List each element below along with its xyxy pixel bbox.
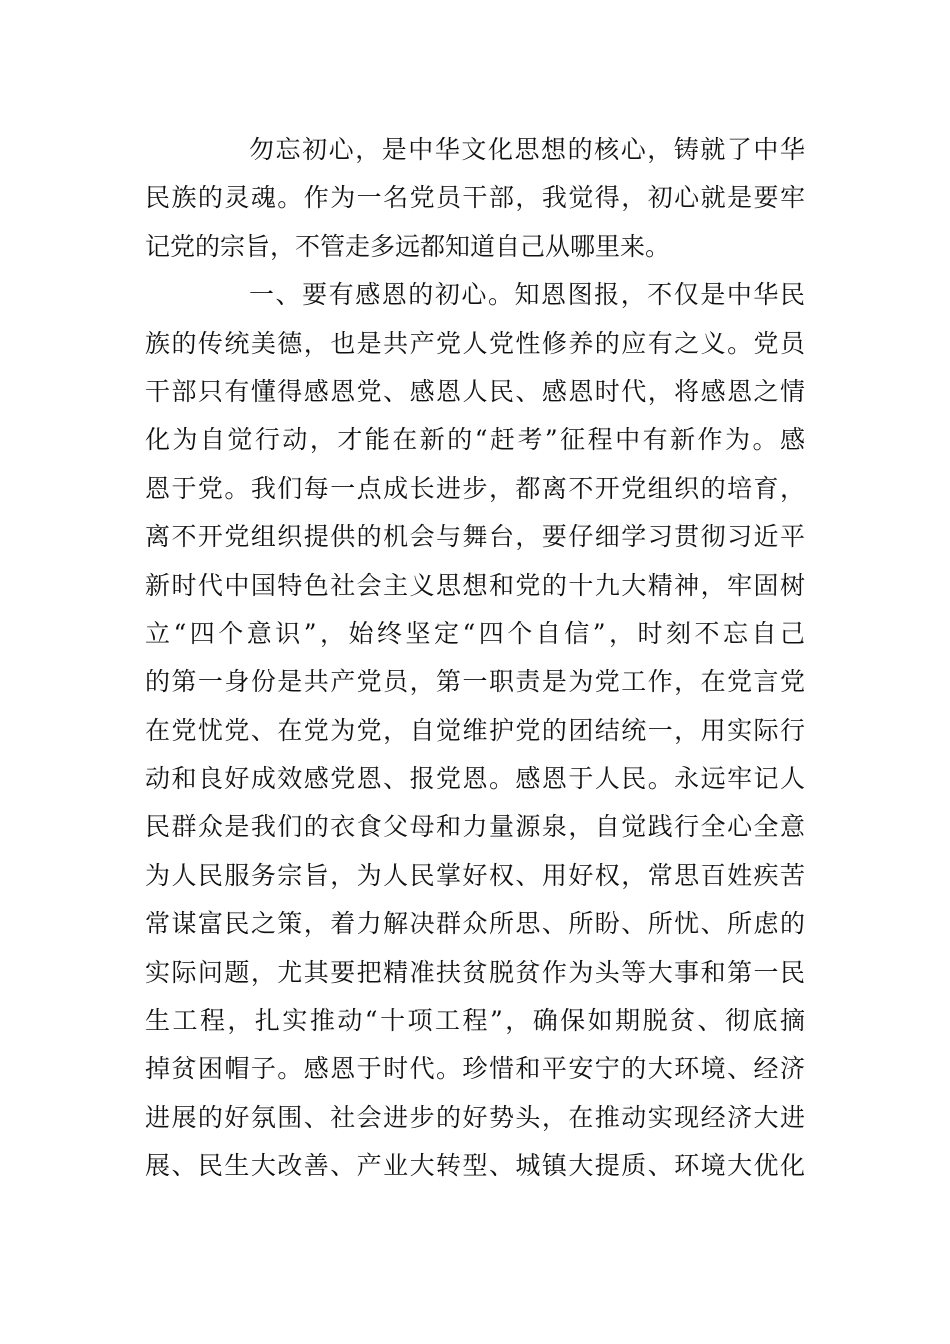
text-line: 常谋富民之策，着力解决群众所思、所盼、所忧、所虑的	[145, 909, 805, 939]
text-line: 恩于党。我们每一点成长进步，都离不开党组织的培育，	[145, 473, 805, 503]
text-line: 记党的宗旨，不管走多远都知道自己从哪里来。	[145, 231, 671, 261]
paragraph-intro	[145, 126, 805, 271]
paragraph-gratitude	[145, 271, 805, 1190]
text-line: 干部只有懂得感恩党、感恩人民、感恩时代，将感恩之情	[145, 376, 805, 406]
text-line: 掉贫困帽子。感恩于时代。珍惜和平安宁的大环境、经济	[145, 1054, 805, 1084]
document-body	[145, 126, 805, 1191]
text-line: 新时代中国特色社会主义思想和党的十九大精神，牢固树	[145, 570, 805, 600]
text-line: 为人民服务宗旨，为人民掌好权、用好权，常思百姓疾苦	[145, 860, 805, 890]
text-line: 实际问题，尤其要把精准扶贫脱贫作为头等大事和第一民	[145, 957, 805, 987]
text-line: 民族的灵魂。作为一名党员干部，我觉得，初心就是要牢	[145, 183, 805, 213]
text-line: 生工程，扎实推动“十项工程”，确保如期脱贫、彻底摘	[145, 1006, 805, 1036]
text-line: 动和良好成效感党恩、报党恩。感恩于人民。永远牢记人	[145, 764, 805, 794]
text-line: 勿忘初心，是中华文化思想的核心，铸就了中华	[249, 135, 805, 164]
text-line: 进展的好氛围、社会进步的好势头，在推动实现经济大进	[145, 1102, 805, 1132]
text-line: 离不开党组织提供的机会与舞台，要仔细学习贯彻习近平	[145, 522, 805, 552]
text-line: 展、民生大改善、产业大转型、城镇大提质、环境大优化	[145, 1151, 805, 1181]
text-line: 在党忧党、在党为党，自觉维护党的团结统一，用实际行	[145, 715, 805, 745]
text-line: 立“四个意识”，始终坚定“四个自信”，时刻不忘自己	[145, 618, 805, 648]
text-line: 民群众是我们的衣食父母和力量源泉，自觉践行全心全意	[145, 812, 805, 842]
text-line: 族的传统美德，也是共产党人党性修养的应有之义。党员	[145, 328, 805, 358]
text-line: 化为自觉行动，才能在新的“赶考”征程中有新作为。感	[145, 425, 805, 455]
text-line: 的第一身份是共产党员，第一职责是为党工作，在党言党	[145, 667, 805, 697]
text-line: 一、要有感恩的初心。知恩图报，不仅是中华民	[249, 280, 805, 310]
